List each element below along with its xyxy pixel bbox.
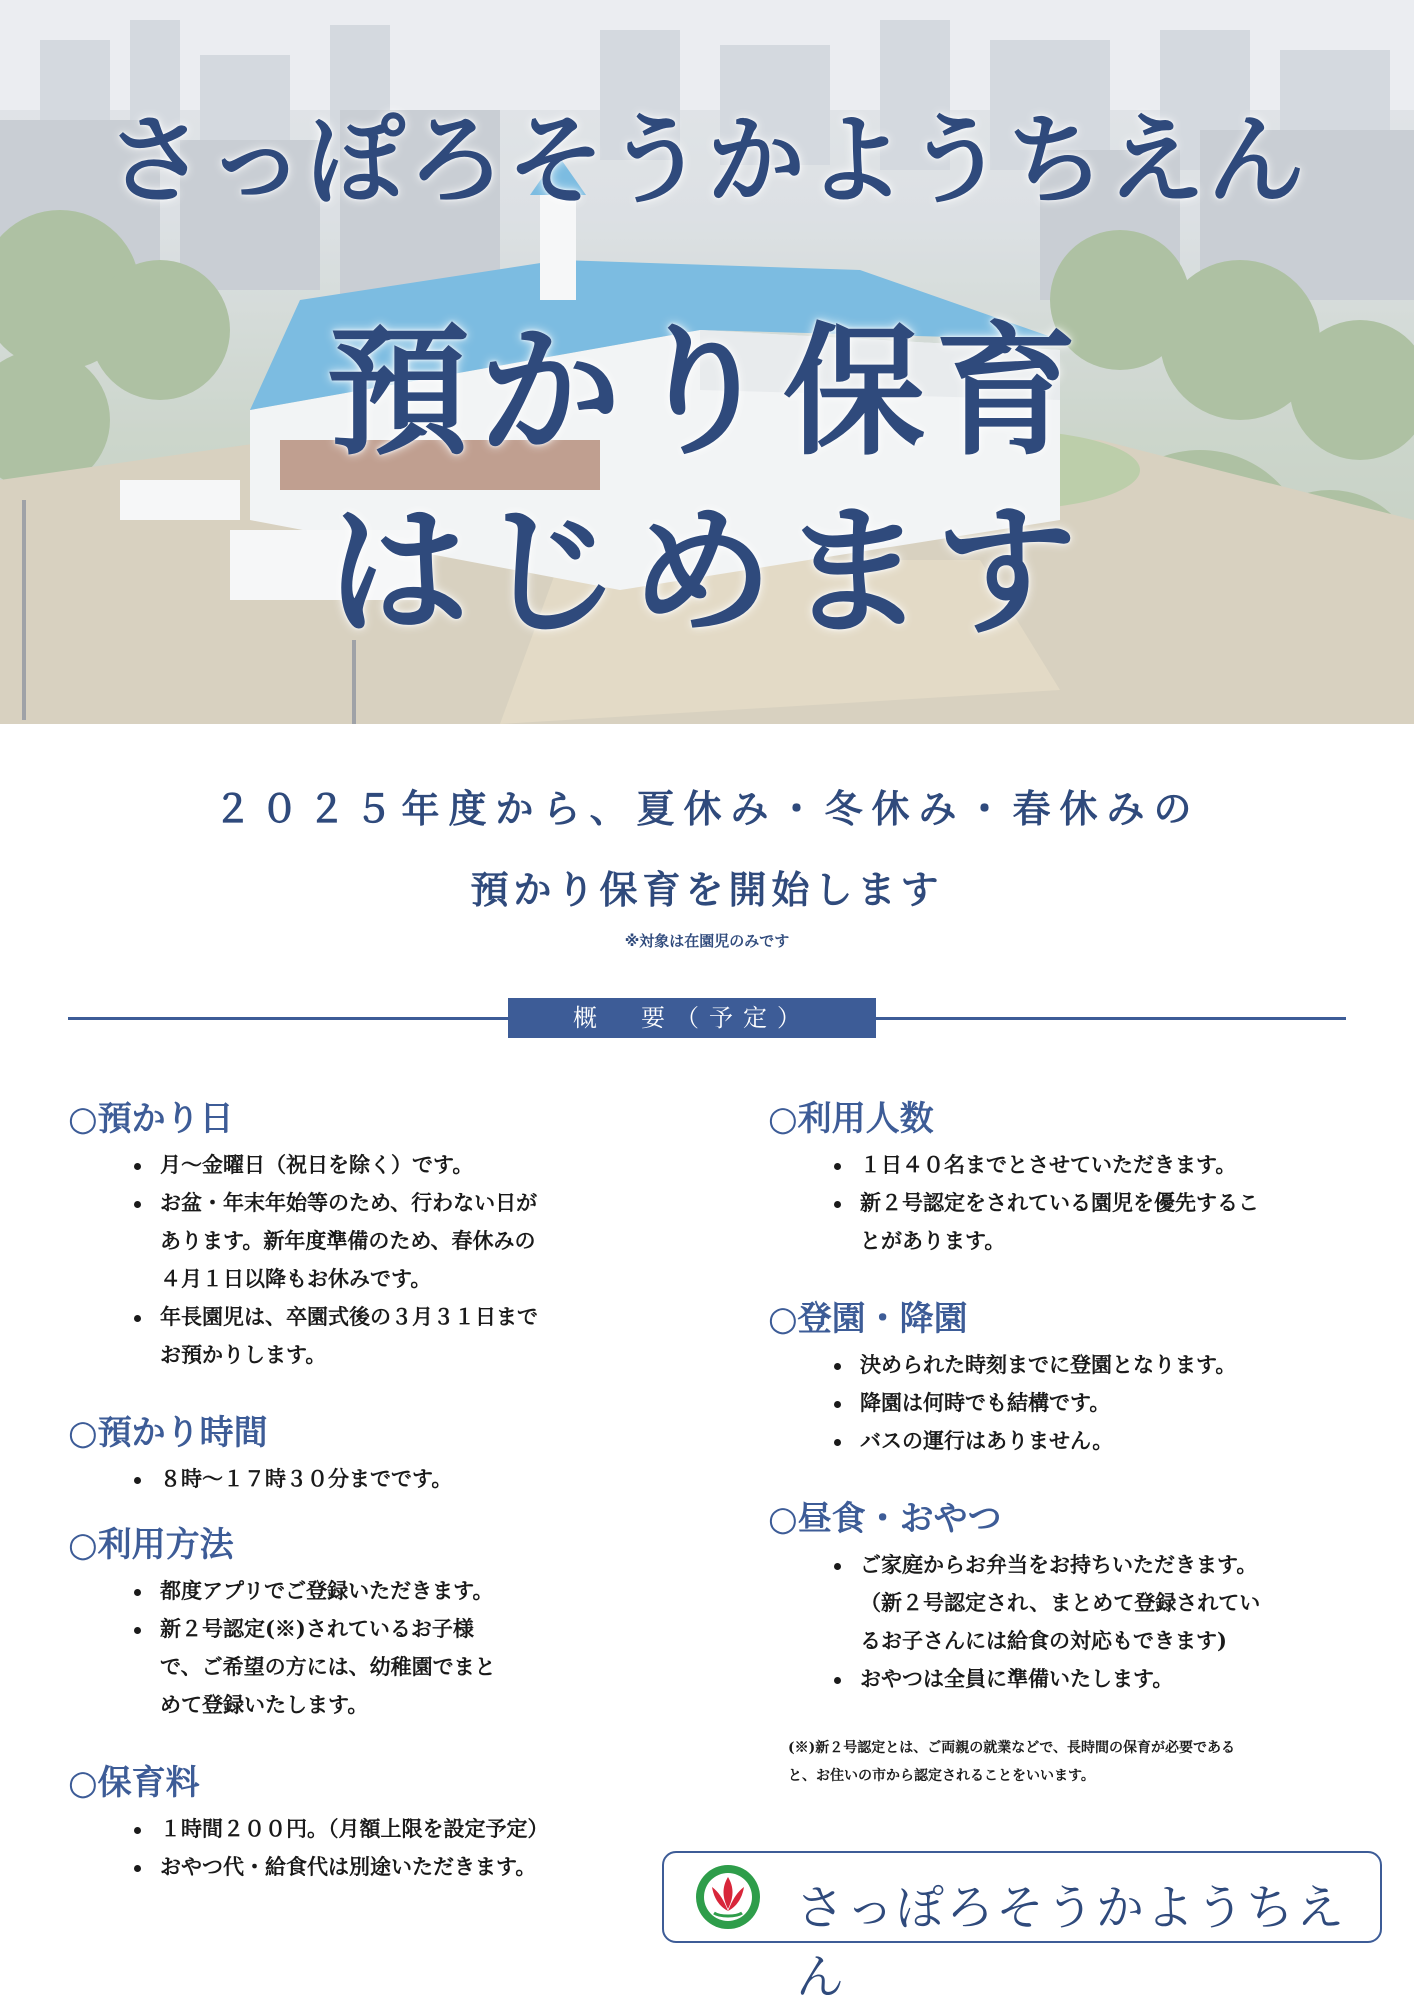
- intro-lead-line1: ２０２５年度から、夏休み・冬休み・春休みの: [213, 787, 1201, 831]
- list-item-continued: ４月１日以降もお休みです。: [160, 1266, 432, 1291]
- list-item: ご家庭からお弁当をお持ちいただきます。: [832, 1546, 1368, 1584]
- list-item: 新２号認定をされている園児を優先するこ: [832, 1184, 1368, 1222]
- overview-divider-left: [68, 1017, 508, 1020]
- intro-eligibility-note: ※対象は在園児のみです: [624, 932, 790, 950]
- left-column: [68, 1092, 688, 1886]
- list-item: １時間２００円。（月額上限を設定予定）: [132, 1810, 688, 1848]
- section-list: [68, 1460, 688, 1498]
- flower-emblem-icon: [694, 1863, 762, 1931]
- section-heading: ○保育料: [68, 1763, 200, 1803]
- school-logo-box: [662, 1851, 1382, 2005]
- section-capacity: [768, 1092, 1368, 1260]
- list-item-continued: めて登録いたします。: [160, 1692, 369, 1717]
- hero-headline-line1: 預かり保育: [327, 310, 1087, 475]
- section-lunch-snacks: [768, 1492, 1368, 1698]
- section-heading: ○利用方法: [68, 1525, 234, 1565]
- list-item: おやつ代・給食代は別途いただきます。: [132, 1848, 688, 1886]
- intro-lead-line2: 預かり保育を開始します: [470, 868, 944, 912]
- overview-divider-right: [876, 1017, 1346, 1020]
- list-item-continued: お預かりします。: [160, 1342, 327, 1367]
- list-item-continued: （新２号認定され、まとめて登録されてい: [860, 1590, 1261, 1615]
- list-item: バスの運行はありません。: [832, 1422, 1368, 1460]
- section-heading: ○預かり日: [68, 1099, 234, 1139]
- list-item: 都度アプリでご登録いただきます。: [132, 1572, 688, 1610]
- list-item: 月～金曜日（祝日を除く）です。: [132, 1146, 688, 1184]
- hero-school-name: さっぽろそうかようちえん: [106, 104, 1307, 218]
- list-item: おやつは全員に準備いたします。: [832, 1660, 1368, 1698]
- list-item: 決められた時刻までに登園となります。: [832, 1346, 1368, 1384]
- hero-headline-line2: はじめます: [327, 490, 1087, 655]
- list-item: ８時～１７時３０分までです。: [132, 1460, 688, 1498]
- certification-footnote: [788, 1734, 1368, 1790]
- section-list: [768, 1146, 1368, 1260]
- footnote-line: (※)新２号認定とは、ご両親の就業などで、長時間の保育が必要である: [788, 1740, 1235, 1756]
- footnote-line: と、お住いの市から認定されることをいいます。: [788, 1768, 1095, 1784]
- list-item: 新２号認定(※)されているお子様: [132, 1610, 688, 1648]
- list-item: １日４０名までとさせていただきます。: [832, 1146, 1368, 1184]
- hero-photo-banner: [0, 0, 1414, 724]
- section-care-hours: [68, 1406, 688, 1498]
- intro-block: [0, 760, 1414, 951]
- section-list: [68, 1810, 688, 1886]
- section-care-days: [68, 1092, 688, 1374]
- section-list: [768, 1546, 1368, 1698]
- list-item-continued: で、ご希望の方には、幼稚園でまと: [160, 1654, 496, 1679]
- list-item: 年長園児は、卒園式後の３月３１日まで: [132, 1298, 688, 1336]
- list-item-continued: とがあります。: [860, 1228, 1006, 1253]
- logo-school-name: さっぽろそうかようちえん: [796, 1880, 1347, 2005]
- section-heading: ○預かり時間: [68, 1413, 268, 1453]
- right-column: [768, 1092, 1368, 1790]
- list-item: お盆・年末年始等のため、行わない日が: [132, 1184, 688, 1222]
- section-list: [68, 1146, 688, 1374]
- section-drop-off-pick-up: [768, 1292, 1368, 1460]
- list-item: 降園は何時でも結構です。: [832, 1384, 1368, 1422]
- overview-label: 概 要（予定）: [508, 998, 876, 1038]
- section-heading: ○利用人数: [768, 1099, 934, 1139]
- section-list: [768, 1346, 1368, 1460]
- list-item-continued: あります。新年度準備のため、春休みの: [160, 1228, 536, 1253]
- section-fees: [68, 1756, 688, 1886]
- section-heading: ○登園・降園: [768, 1299, 968, 1339]
- section-list: [68, 1572, 688, 1724]
- list-item-continued: るお子さんには給食の対応もできます): [860, 1628, 1227, 1653]
- section-how-to-use: [68, 1518, 688, 1724]
- section-heading: ○昼食・おやつ: [768, 1499, 1002, 1539]
